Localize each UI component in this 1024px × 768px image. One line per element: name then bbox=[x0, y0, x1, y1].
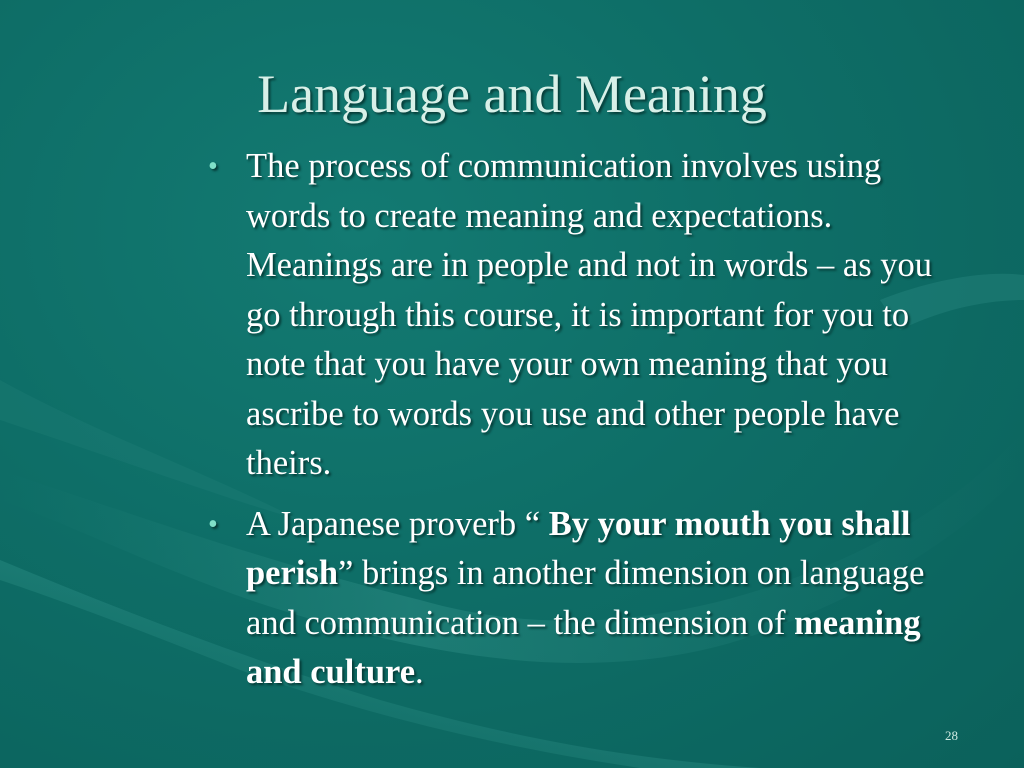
proverb-intro-text: A Japanese proverb “ bbox=[246, 504, 549, 543]
bullet-text: The process of communication involves using words to create meaning and expectations. Meanings are in people and not in words – as you go through this course, it is important for you to note that you have your own meaning that you ascribe to words you use and other people have theirs. bbox=[246, 147, 933, 482]
bullet-item-communication-process bbox=[206, 142, 946, 489]
sentence-end: . bbox=[415, 653, 424, 691]
page-number: 28 bbox=[945, 728, 958, 743]
meaning-and-culture-emphasis: meaning and culture bbox=[246, 603, 921, 691]
bullet-icon: • bbox=[208, 151, 218, 182]
slide-title: Language and Meaning bbox=[257, 64, 767, 124]
proverb-explanation-text: ” brings in another dimension on language and communication – the dimension of bbox=[246, 554, 925, 642]
bullet-item-japanese-proverb bbox=[206, 500, 946, 698]
bullet-list bbox=[206, 142, 946, 709]
proverb-quote: By your mouth you shall perish bbox=[246, 504, 911, 592]
bullet-icon: • bbox=[208, 508, 218, 540]
bullet-text bbox=[246, 505, 924, 692]
